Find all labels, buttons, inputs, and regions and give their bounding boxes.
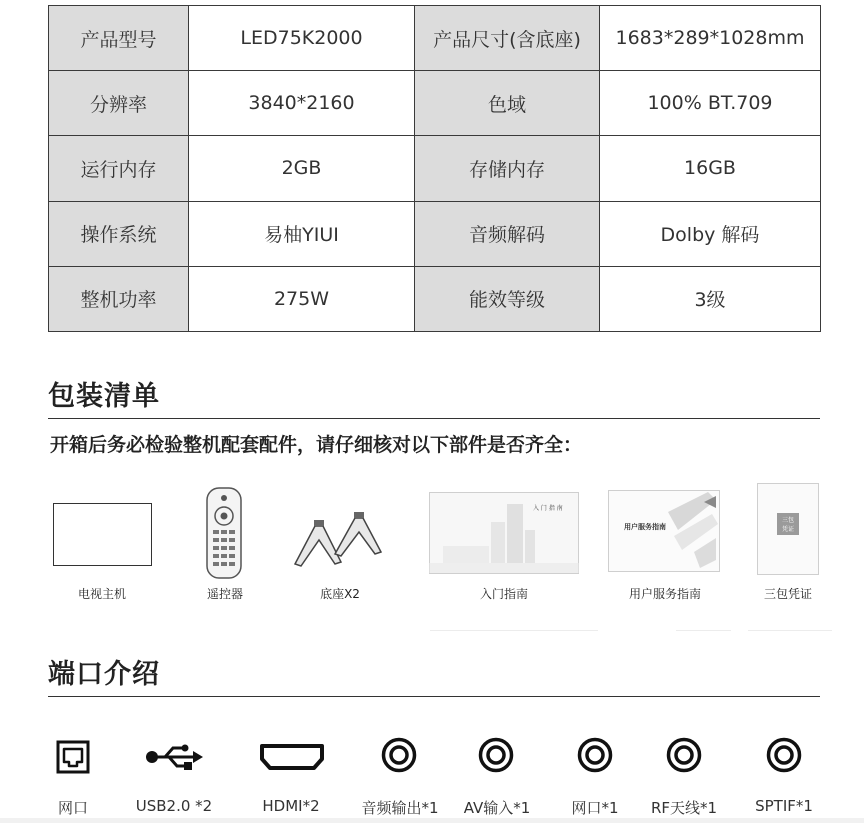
table-row xyxy=(49,201,821,266)
warranty-card-icon xyxy=(757,483,819,575)
spec-value: LED75K2000 xyxy=(189,6,415,71)
port-label: 音频输出*1 xyxy=(361,799,439,817)
spec-value: 3级 xyxy=(600,266,821,331)
spec-table xyxy=(48,5,821,332)
table-row xyxy=(49,71,821,136)
spec-value: 16GB xyxy=(600,136,821,201)
ports-title: 端口介绍 xyxy=(48,659,160,690)
network-port-icon xyxy=(577,737,613,773)
package-item-label: 底座X2 xyxy=(320,587,360,601)
port-label: RF天线*1 xyxy=(650,799,718,817)
spec-value: 275W xyxy=(189,266,415,331)
spec-label: 整机功率 xyxy=(49,266,189,331)
bottom-strip xyxy=(0,818,864,823)
tv-icon xyxy=(53,503,152,566)
spec-label: 运行内存 xyxy=(49,136,189,201)
package-item-label: 入门指南 xyxy=(479,587,528,601)
spec-label: 存储内存 xyxy=(415,136,600,201)
divider xyxy=(430,630,598,631)
package-item-label: 用户服务指南 xyxy=(628,587,701,601)
port-label: USB2.0 *2 xyxy=(135,797,213,815)
port-label: AV输入*1 xyxy=(463,799,531,817)
rf-antenna-port-icon xyxy=(666,737,702,773)
av-input-port-icon xyxy=(478,737,514,773)
guide-cover-text: 入 门 指 南 xyxy=(533,505,563,512)
sptif-port-icon xyxy=(766,737,802,773)
ethernet-port-icon xyxy=(56,740,90,774)
divider xyxy=(748,630,832,631)
port-label: 网口 xyxy=(57,799,89,817)
spec-label: 产品尺寸(含底座) xyxy=(415,6,600,71)
svg-text:三包: 三包 xyxy=(781,517,795,524)
remote-control-icon xyxy=(205,486,243,580)
guide-cover-text: 用户服务指南 xyxy=(624,523,666,531)
packing-list-title: 包装清单 xyxy=(48,381,160,412)
section-divider xyxy=(48,418,820,419)
port-label: 网口*1 xyxy=(571,799,619,817)
quick-start-guide-icon xyxy=(429,492,579,574)
spec-label: 分辨率 xyxy=(49,71,189,136)
spec-label: 色域 xyxy=(415,71,600,136)
port-label: SPTIF*1 xyxy=(755,797,813,815)
audio-output-port-icon xyxy=(381,737,417,773)
package-item-label: 三包凭证 xyxy=(763,587,812,601)
spec-label: 产品型号 xyxy=(49,6,189,71)
package-item-label: 遥控器 xyxy=(206,587,243,601)
svg-text:凭证: 凭证 xyxy=(781,526,795,533)
stand-icon xyxy=(293,510,385,568)
spec-label: 操作系统 xyxy=(49,201,189,266)
spec-label: 能效等级 xyxy=(415,266,600,331)
spec-value: 100% BT.709 xyxy=(600,71,821,136)
spec-value: 1683*289*1028mm xyxy=(600,6,821,71)
port-label: HDMI*2 xyxy=(262,797,320,815)
divider xyxy=(676,630,731,631)
spec-value: 2GB xyxy=(189,136,415,201)
table-row xyxy=(49,136,821,201)
packing-notice: 开箱后务必检验整机配套配件，请仔细核对以下部件是否齐全： xyxy=(50,434,583,456)
table-row xyxy=(49,6,821,71)
section-divider xyxy=(48,696,820,697)
hdmi-port-icon xyxy=(259,742,325,772)
spec-value: 3840*2160 xyxy=(189,71,415,136)
spec-value: Dolby 解码 xyxy=(600,201,821,266)
usb-icon xyxy=(145,743,205,771)
table-row xyxy=(49,266,821,331)
user-service-guide-icon xyxy=(608,490,720,572)
package-item-label: 电视主机 xyxy=(77,587,126,601)
spec-label: 音频解码 xyxy=(415,201,600,266)
spec-value: 易柚YIUI xyxy=(189,201,415,266)
